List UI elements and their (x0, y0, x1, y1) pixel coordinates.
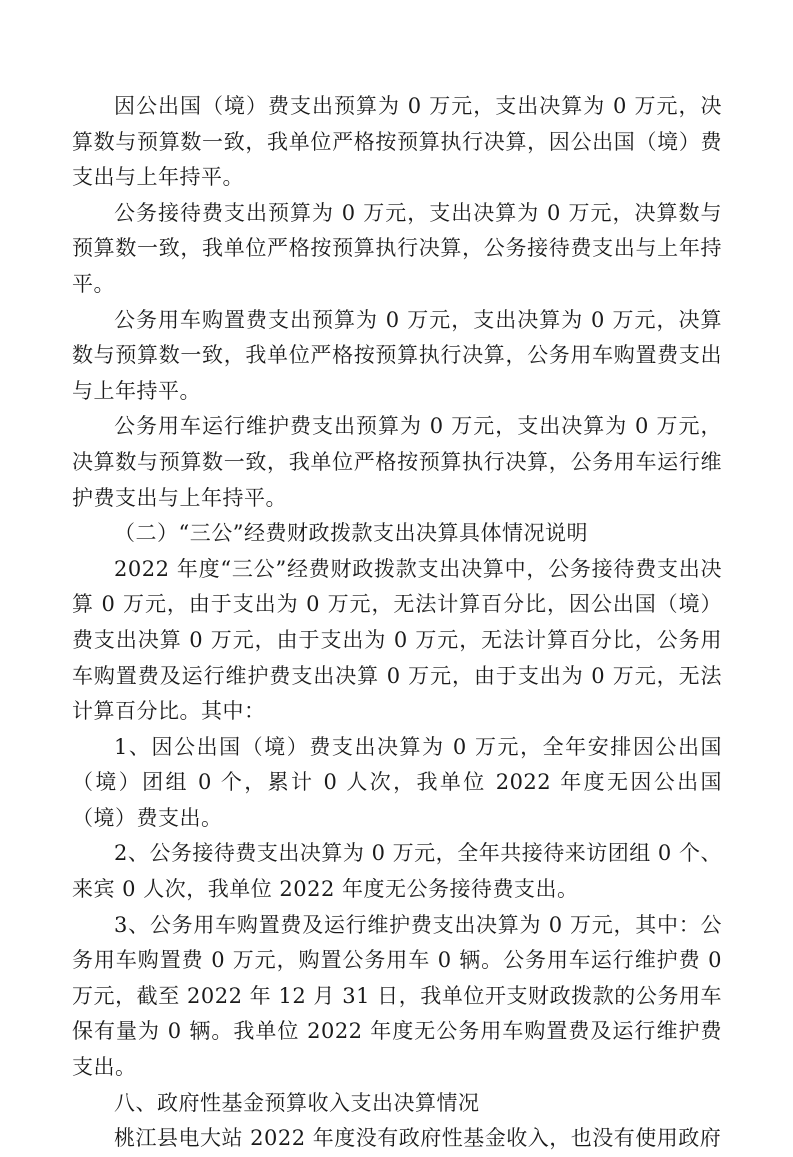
paragraph-vehicle-purchase: 公务用车购置费支出预算为 0 万元，支出决算为 0 万元，决算数与预算数一致，我单位严格按预算执行决算，公务用车购置费支出与上年持平。 (72, 307, 722, 403)
document-page (72, 89, 722, 1157)
section-heading-government-fund: 八、政府性基金预算收入支出决算情况 (114, 1090, 480, 1115)
paragraph-three-public-summary: 2022 年度“三公”经费财政拨款支出决算中，公务接待费支出决算 0 万元，由于支出为 0 万元，无法计算百分比，因公出国（境）费支出决算 0 万元，由于支出为 0 万元，无法计算百分比，公务用车购置费及运行维护费支出决算 0 万元，由于支出为 0 万元，无法计算百分比。其中： (72, 556, 722, 724)
paragraph-reception: 公务接待费支出预算为 0 万元，支出决算为 0 万元，决算数与预算数一致，我单位严格按预算执行决算，公务接待费支出与上年持平。 (72, 200, 722, 296)
list-item-1: 1、因公出国（境）费支出决算为 0 万元，全年安排因公出国（境）团组 0 个，累计 0 人次，我单位 2022 年度无因公出国（境）费支出。 (72, 734, 722, 830)
list-item-3: 3、公务用车购置费及运行维护费支出决算为 0 万元，其中：公务用车购置费 0 万元，购置公务用车 0 辆。公务用车运行维护费 0 万元，截至 2022 年 12 月 31 日，我单位开支财政拨款的公务用车保有量为 0 辆。我单位 2022 年度无公务用车购置费及运行维护费支出。 (72, 912, 722, 1080)
list-item-2: 2、公务接待费支出决算为 0 万元，全年共接待来访团组 0 个、来宾 0 人次，我单位 2022 年度无公务接待费支出。 (72, 841, 722, 902)
paragraph-government-fund: 桃江县电大站 2022 年度没有政府性基金收入，也没有使用政府 (114, 1126, 722, 1151)
paragraph-overseas-travel: 因公出国（境）费支出预算为 0 万元，支出决算为 0 万元，决算数与预算数一致，我单位严格按预算执行决算，因公出国（境）费支出与上年持平。 (72, 94, 722, 190)
section-heading-three-public: （二）“三公”经费财政拨款支出决算具体情况说明 (114, 521, 588, 546)
paragraph-vehicle-maintenance: 公务用车运行维护费支出预算为 0 万元，支出决算为 0 万元，决算数与预算数一致，我单位严格按预算执行决算，公务用车运行维护费支出与上年持平。 (72, 414, 722, 510)
